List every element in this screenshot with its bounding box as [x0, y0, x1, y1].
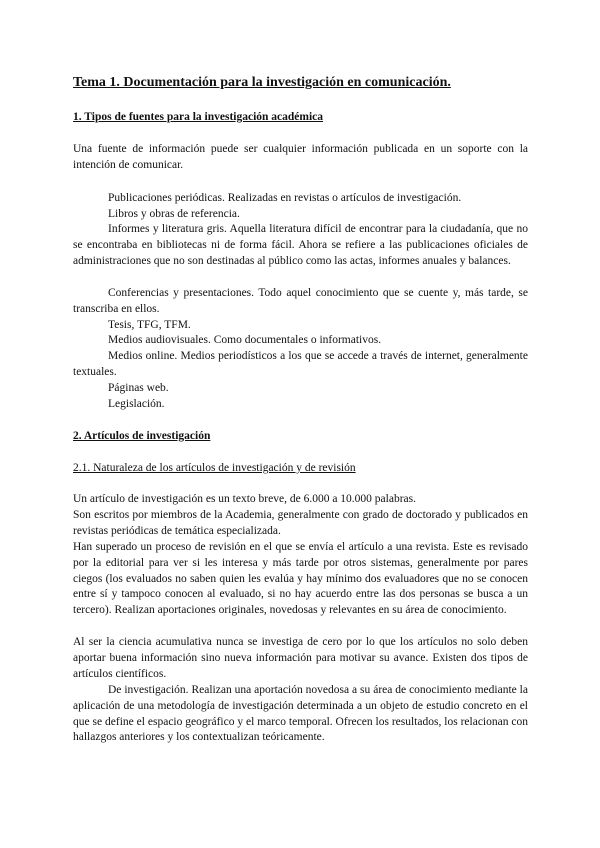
paragraph-de-investigacion: De investigación. Realizan una aportación novedosa a su área de conocimiento mediante la aplicación de una metodología de investigación determinada a un objeto de estudio concreto en el que se define el espacio geográfico y el marco temporal. Ofrecen los resultados, los relacionan con hallazgos anteriores y los contextualizan teóricamente. — [73, 684, 528, 744]
intro-paragraph: Una fuente de información puede ser cualquier información publicada en un soporte con la intención de comunicar. — [73, 143, 528, 171]
list-item-online: Medios online. Medios periodísticos a los que se accede a través de internet, generalmente textuales. — [73, 350, 528, 378]
paragraph-ciencia-acumulativa: Al ser la ciencia acumulativa nunca se investiga de cero por lo que los artículos no solo deben aportar buena información sino nueva información para motivar su avance. Existen dos tipos de artículos científicos. — [73, 636, 528, 680]
list-item-conferencias: Conferencias y presentaciones. Todo aquel conocimiento que se cuente y, más tarde, se transcriba en ellos. — [73, 287, 528, 315]
list-item-informes: Informes y literatura gris. Aquella literatura difícil de encontrar para la ciudadanía, que no se encontraba en bibliotecas ni de forma fácil. Ahora se refiere a las publicaciones oficiales de administraciones que no son destinadas al público como las actas, informes anuales y balances. — [73, 223, 528, 267]
list-item-legislacion: Legislación. — [108, 398, 165, 410]
section-heading-2: 2. Artículos de investigación — [73, 430, 211, 442]
list-item-paginas-web: Páginas web. — [108, 382, 169, 394]
list-item-libros: Libros y obras de referencia. — [108, 208, 240, 220]
list-item-publicaciones: Publicaciones periódicas. Realizadas en revistas o artículos de investigación. — [108, 192, 462, 204]
paragraph-extension: Un artículo de investigación es un texto breve, de 6.000 a 10.000 palabras. — [73, 493, 416, 505]
section-heading-1: 1. Tipos de fuentes para la investigación académica — [73, 111, 324, 123]
list-item-audiovisuales: Medios audiovisuales. Como documentales o informativos. — [108, 334, 382, 346]
subsection-heading-2-1: 2.1. Naturaleza de los artículos de investigación y de revisión — [73, 462, 356, 474]
paragraph-autores: Son escritos por miembros de la Academia, generalmente con grado de doctorado y publicados en revistas periódicas de temática especializada. — [73, 509, 528, 537]
document-title: Tema 1. Documentación para la investigación en comunicación. — [73, 75, 451, 90]
paragraph-revision: Han superado un proceso de revisión en el que se envía el artículo a una revista. Este es revisado por la editorial para ver si les interesa y más tarde por otros sistemas, generalmente por pares ciegos (los evaluados no saben quien les evalúa y hay mínimo dos evaluadores que no se conocen entre sí y tampoco conocen al evaluado, si no hay acuerdo entre las dos personas se busca a un tercero). Realizan aportaciones originales, novedosas y relevantes en su área de conocimiento. — [73, 541, 528, 617]
list-item-tesis: Tesis, TFG, TFM. — [108, 319, 191, 331]
